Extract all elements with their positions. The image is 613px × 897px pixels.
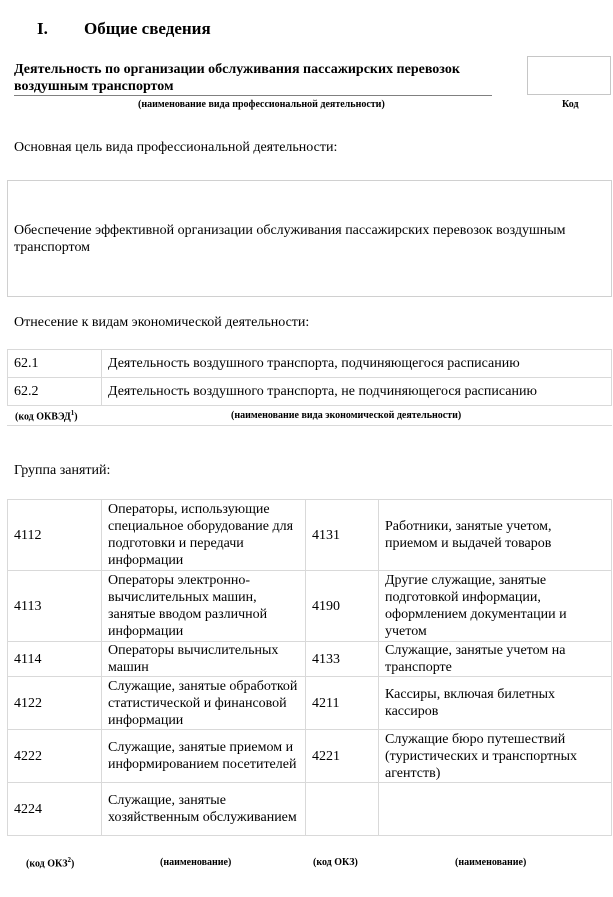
okz-code-caption-2: (код ОКЗ) [313, 857, 358, 868]
activity-name-caption: (наименование вида профессиональной деятельности) [138, 99, 385, 110]
activity-underline [14, 95, 492, 96]
footnote-marker: 2 [67, 856, 72, 864]
okz-code-caption-text: (код ОКЗ [26, 858, 68, 870]
okz-code: 4224 [8, 783, 102, 836]
okved-table [7, 349, 612, 406]
okved-code: 62.1 [8, 350, 102, 378]
okved-code-caption-end: ) [74, 411, 78, 423]
okz-name: Операторы вычислительных машин [102, 642, 306, 677]
purpose-text: Обеспечение эффективной организации обслуживания пассажирских перевозок воздушным транспортом [14, 223, 566, 255]
activity-code-box [527, 56, 611, 95]
okved-name: Деятельность воздушного транспорта, подчиняющегося расписанию [102, 350, 612, 378]
okz-code [306, 783, 379, 836]
okved-name-caption: (наименование вида экономической деятельности) [231, 410, 462, 421]
purpose-label: Основная цель вида профессиональной деятельности: [14, 140, 338, 155]
footnote-marker: 1 [70, 409, 75, 417]
okz-name: Служащие, занятые учетом на транспорте [379, 642, 612, 677]
okz-name: Кассиры, включая билетных кассиров [379, 677, 612, 730]
okz-name-caption-2: (наименование) [455, 857, 527, 868]
okz-table [7, 499, 612, 836]
occupation-groups-label: Группа занятий: [14, 463, 111, 478]
table-row [8, 642, 612, 677]
okz-code: 4190 [306, 571, 379, 642]
okved-code-caption-text: (код ОКВЭД [15, 411, 71, 423]
okz-name: Служащие, занятые обработкой статистической и финансовой информации [102, 677, 306, 730]
table-row [8, 783, 612, 836]
section-heading [37, 19, 211, 39]
okz-code-caption-end: ) [71, 858, 75, 870]
okz-name: Работники, занятые учетом, приемом и выдачей товаров [379, 500, 612, 571]
table-row [8, 378, 612, 406]
okz-code: 4113 [8, 571, 102, 642]
section-number: I. [37, 19, 48, 38]
table-row [8, 730, 612, 783]
okz-name: Служащие, занятые хозяйственным обслуживанием [102, 783, 306, 836]
okz-code: 4122 [8, 677, 102, 730]
okz-code: 4114 [8, 642, 102, 677]
okz-name: Операторы, использующие специальное оборудование для подготовки и передачи информации [102, 500, 306, 571]
okz-code-caption [26, 856, 74, 869]
okz-name: Операторы электронно-вычислительных машин, занятые вводом различной информации [102, 571, 306, 642]
okved-name: Деятельность воздушного транспорта, не подчиняющегося расписанию [102, 378, 612, 406]
okz-name-caption: (наименование) [160, 857, 232, 868]
table-row [8, 571, 612, 642]
okz-code: 4133 [306, 642, 379, 677]
table-row [8, 350, 612, 378]
okz-name: Служащие, занятые приемом и информированием посетителей [102, 730, 306, 783]
economic-activity-label: Отнесение к видам экономической деятельности: [14, 315, 310, 330]
section-title: Общие сведения [84, 19, 211, 38]
okz-code: 4221 [306, 730, 379, 783]
okved-code-caption [15, 409, 78, 422]
okz-code: 4112 [8, 500, 102, 571]
okz-name: Другие служащие, занятые подготовкой информации, оформлением документации и учетом [379, 571, 612, 642]
okz-name: Служащие бюро путешествий (туристических и транспортных агентств) [379, 730, 612, 783]
activity-name: Деятельность по организации обслуживания пассажирских перевозок воздушным транспортом [14, 62, 460, 94]
table-row [8, 500, 612, 571]
table-row [8, 677, 612, 730]
okved-code: 62.2 [8, 378, 102, 406]
okz-code: 4222 [8, 730, 102, 783]
okz-code: 4211 [306, 677, 379, 730]
okved-caption-line [7, 425, 612, 426]
okz-code: 4131 [306, 500, 379, 571]
activity-code-caption: Код [562, 99, 579, 110]
okz-name [379, 783, 612, 836]
